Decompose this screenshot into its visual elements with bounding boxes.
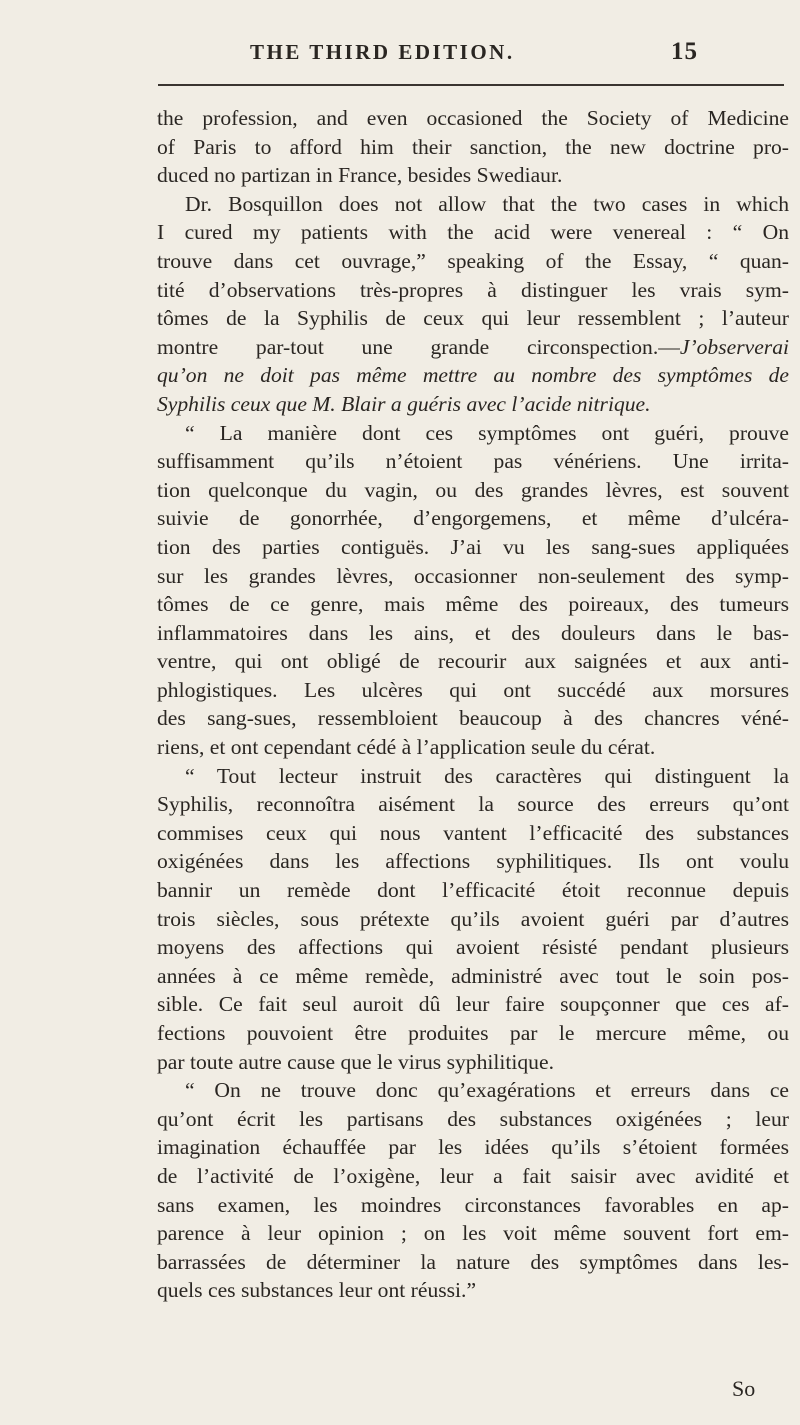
text-line: tion des parties contiguës. J’ai vu les sang-sues appliquées <box>157 534 789 559</box>
text-line: “ La manière dont ces symptômes ont guéri, prouve <box>185 420 789 445</box>
header-rule <box>158 84 784 86</box>
catchword: So <box>732 1376 756 1401</box>
text-line: moyens des affections qui avoient résisté pendant plusieurs <box>157 935 789 960</box>
text-line: imagination échauffée par les idées qu’ils s’étoient formées <box>157 1135 789 1160</box>
text-line: quels ces substances leur ont réussi.” <box>157 1278 477 1303</box>
text-line: qu’ont écrit les partisans des substances oxigénées ; leur <box>157 1106 789 1131</box>
text-line: riens, et ont cependant cédé à l’application seule du cérat. <box>157 735 656 760</box>
text-line: fections pouvoient être produites par le mercure même, ou <box>157 1021 789 1045</box>
text-line: par toute autre cause que le virus syphilitique. <box>157 1049 554 1074</box>
text-line: suivie de gonorrhée, d’engorgemens, et même d’ulcéra- <box>157 506 789 531</box>
text-line: tion quelconque du vagin, ou des grandes lèvres, est souvent <box>157 477 789 502</box>
text-line: “ On ne trouve donc qu’exagérations et erreurs dans ce <box>185 1078 789 1103</box>
text-line: qu’on ne doit pas même mettre au nombre des symptômes de <box>157 363 789 388</box>
text-line: of Paris to afford him their sanction, the new doctrine pro- <box>157 134 789 159</box>
text-line: années à ce même remède, administré avec tout le soin pos- <box>157 963 789 988</box>
text-line: commises ceux qui nous vantent l’efficacité des substances <box>157 820 789 845</box>
text-line: I cured my patients with the acid were venereal : “ On <box>157 220 789 245</box>
text-line: parence à leur opinion ; on les voit même souvent fort em- <box>157 1221 789 1246</box>
text-line: des sang-sues, ressembloient beaucoup à des chancres véné- <box>157 706 789 731</box>
text-line: “ Tout lecteur instruit des caractères qui distinguent la <box>185 763 789 788</box>
text-line: Syphilis ceux que M. Blair a guéris avec l’acide nitrique. <box>157 391 651 416</box>
text-line: ventre, qui ont obligé de recourir aux saignées et aux anti- <box>157 649 789 674</box>
text-line: sur les grandes lèvres, occasionner non-seulement des symp- <box>157 563 789 588</box>
text-line: sans examen, les moindres circonstances favorables en ap- <box>157 1192 789 1217</box>
body-text <box>157 104 789 1305</box>
text-line: barrassées de déterminer la nature des symptômes dans les- <box>157 1249 789 1274</box>
text-line: oxigénées dans les affections syphilitiques. Ils ont voulu <box>157 849 789 874</box>
running-title: THE THIRD EDITION. <box>250 40 515 64</box>
text-line: tômes de ce genre, mais même des poireaux, des tumeurs <box>157 592 789 617</box>
text-line: sible. Ce fait seul auroit dû leur faire soupçonner que ces af- <box>157 992 789 1017</box>
text-line: Dr. Bosquillon does not allow that the two cases in which <box>185 191 789 216</box>
text-line: phlogistiques. Les ulcères qui ont succédé aux morsures <box>157 677 789 702</box>
text-line: tité d’observations très-propres à distinguer les vrais sym- <box>157 277 789 302</box>
text-line: the profession, and even occasioned the Society of Medicine <box>157 106 789 130</box>
text-line: montre par-tout une grande circonspection.—J’observerai <box>157 334 789 359</box>
text-line: suffisamment qu’ils n’étoient pas vénériens. Une irrita- <box>157 449 789 474</box>
text-line: de l’activité de l’oxigène, leur a fait saisir avec avidité et <box>157 1163 789 1188</box>
text-line: duced no partizan in France, besides Swediaur. <box>157 163 563 188</box>
text-line: trouve dans cet ouvrage,” speaking of the Essay, “ quan- <box>157 248 789 273</box>
text-line: inflammatoires dans les ains, et des douleurs dans le bas- <box>157 620 789 645</box>
text-line: tômes de la Syphilis de ceux qui leur ressemblent ; l’auteur <box>157 306 789 331</box>
text-line: bannir un remède dont l’efficacité étoit reconnue depuis <box>157 878 789 903</box>
text-line: Syphilis, reconnoîtra aisément la source des erreurs qu’ont <box>157 792 789 817</box>
page-number: 15 <box>671 38 698 65</box>
text-line: trois siècles, sous prétexte qu’ils avoient guéri par d’autres <box>157 906 789 931</box>
running-head <box>160 40 720 80</box>
